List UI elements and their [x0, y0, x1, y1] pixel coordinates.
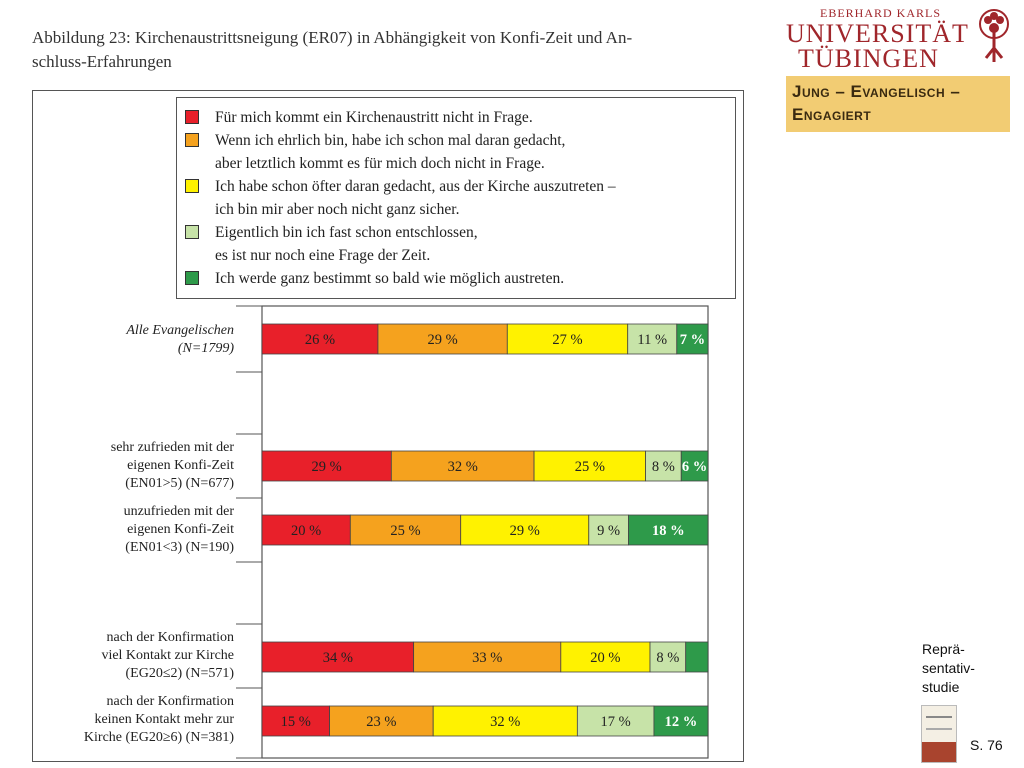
- legend-label-3: Ich habe schon öfter daran gedacht, aus der Kirche auszutreten – ich bin mir aber noch nicht ganz sicher.: [215, 178, 616, 218]
- legend-label-4: Eigentlich bin ich fast schon entschlossen, es ist nur noch eine Frage der Zeit.: [215, 224, 478, 264]
- row-label-1: Alle Evangelischen (N=1799): [126, 323, 234, 356]
- legend-label-5: Ich werde ganz bestimmt so bald wie möglich austreten.: [215, 270, 565, 287]
- project-banner: [786, 76, 1010, 132]
- data-label-row4-seg3: 20 %: [590, 650, 621, 666]
- legend-label-2: Wenn ich ehrlich bin, habe ich schon mal daran gedacht, aber letztlich kommt es für mich doch nicht in Frage.: [215, 132, 566, 172]
- data-label-row1-seg2: 29 %: [427, 332, 458, 348]
- data-label-row2-seg2: 32 %: [447, 459, 478, 475]
- data-label-row5-seg5: 12 %: [664, 714, 698, 730]
- data-label-row4-seg2: 33 %: [472, 650, 503, 666]
- logo-line-3: TÜBINGEN: [798, 44, 939, 73]
- figure-title-line-2: schluss-Erfahrungen: [32, 52, 172, 71]
- data-label-row3-seg2: 25 %: [390, 523, 421, 539]
- data-label-row3-seg4: 9 %: [597, 523, 621, 539]
- data-label-row2-seg4: 8 %: [651, 459, 675, 475]
- data-label-row2-seg3: 25 %: [574, 459, 605, 475]
- logo-line-2: UNIVERSITÄT: [786, 19, 969, 48]
- data-label-row1-seg3: 27 %: [552, 332, 583, 348]
- row-label-4: nach der Konfirmation viel Kontakt zur Kirche (EG20≤2) (N=571): [101, 630, 234, 681]
- row-label-3: unzufrieden mit der eigenen Konfi-Zeit (EN01<3) (N=190): [123, 504, 234, 555]
- page-reference: S. 76: [970, 737, 1003, 753]
- legend-label-1: Für mich kommt ein Kirchenaustritt nicht in Frage.: [215, 109, 533, 126]
- logo-line-1: EBERHARD KARLS: [820, 6, 942, 20]
- book-cover-icon: [921, 705, 957, 763]
- bar-row4-seg5: [686, 642, 708, 672]
- data-label-row2-seg1: 29 %: [311, 459, 342, 475]
- data-label-row5-seg3: 32 %: [490, 714, 521, 730]
- data-label-row2-seg5: 6 %: [681, 459, 708, 475]
- row-label-5: nach der Konfirmation keinen Kontakt mehr zur Kirche (EG20≥6) (N=381): [83, 694, 234, 745]
- data-label-row5-seg4: 17 %: [600, 714, 631, 730]
- banner-line-1: Jung – Evangelisch –: [792, 82, 961, 101]
- data-label-row5-seg1: 15 %: [280, 714, 311, 730]
- data-label-row3-seg5: 18 %: [651, 523, 685, 539]
- data-label-row5-seg2: 23 %: [366, 714, 397, 730]
- data-label-row1-seg4: 11 %: [637, 332, 668, 348]
- data-label-row3-seg1: 20 %: [291, 523, 322, 539]
- figure-title-line-1: Abbildung 23: Kirchenaustrittsneigung (ER07) in Abhängigkeit von Konfi-Zeit und An-: [32, 28, 633, 47]
- bars-layer: [262, 324, 708, 736]
- side-note: Reprä- sentativ- studie: [922, 641, 975, 695]
- banner-line-2: Engagiert: [792, 105, 872, 124]
- tree-emblem-icon: [976, 8, 1012, 64]
- data-label-row4-seg4: 8 %: [656, 650, 680, 666]
- data-label-row3-seg3: 29 %: [509, 523, 540, 539]
- row-label-2: sehr zufrieden mit der eigenen Konfi-Zeit (EN01>5) (N=677): [110, 440, 234, 491]
- data-label-row4-seg1: 34 %: [322, 650, 353, 666]
- data-label-row1-seg5: 7 %: [679, 332, 706, 348]
- data-label-row1-seg1: 26 %: [304, 332, 336, 348]
